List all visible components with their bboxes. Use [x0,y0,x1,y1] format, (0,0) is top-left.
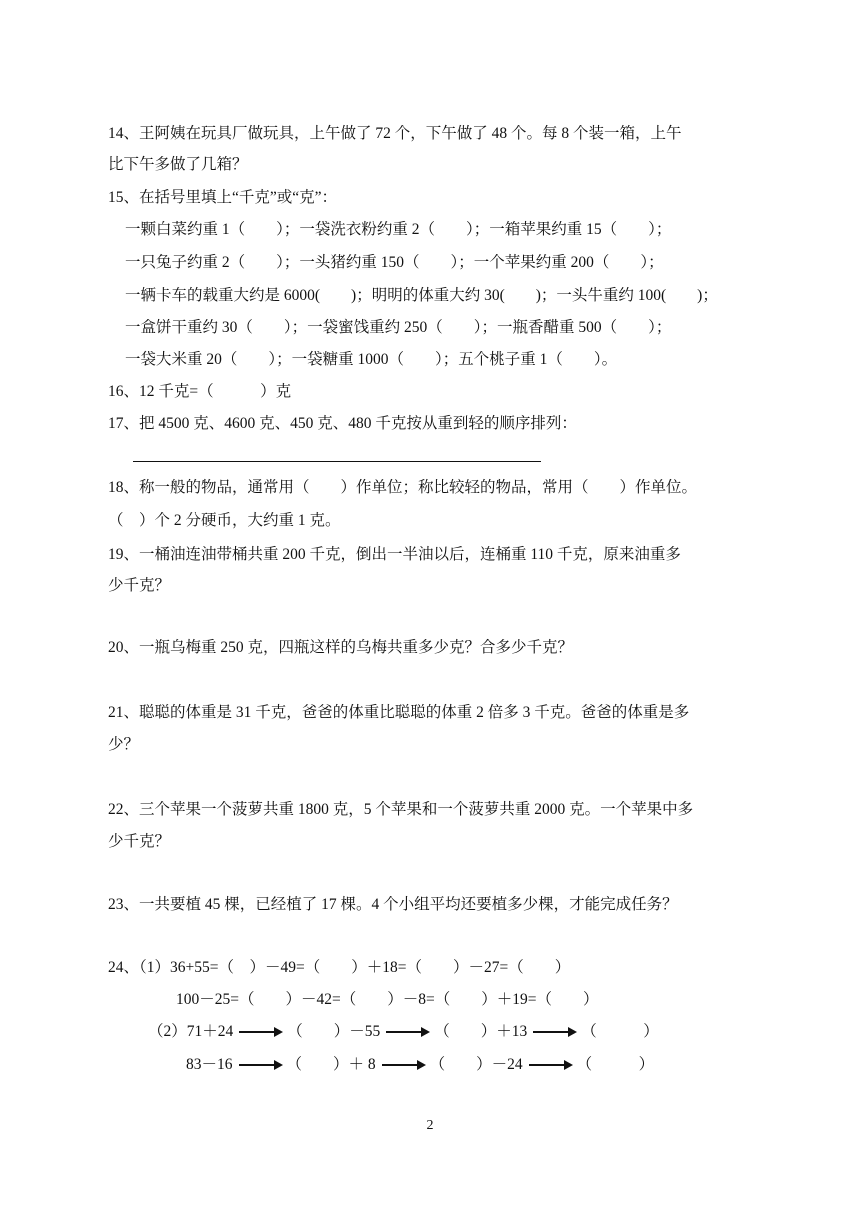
question-15-row-5: 一袋大米重 20（ ）；一袋糖重 1000（ ）；五个桃子重 1（ ）。 [125,351,618,368]
right-arrow-icon [529,1060,573,1070]
chain-2-step-2: （ ）＋ 8 [286,1056,376,1073]
question-17: 17、把 4500 克、4600 克、450 克、480 千克按从重到轻的顺序排列： [108,415,577,432]
answer-blank-line [133,461,541,462]
question-24-line-1: 24、（1）36+55=（ ）－49=（ ）＋18=（ ）－27=（ ） [108,959,571,976]
question-20: 20、一瓶乌梅重 250 克，四瓶这样的乌梅共重多少克？合多少千克？ [108,639,574,656]
right-arrow-icon [382,1060,426,1070]
question-15-row-1: 一颗白菜约重 1（ ）；一袋洗衣粉约重 2（ ）；一箱苹果约重 15（ ）； [125,221,672,238]
question-22-line-2: 少千克？ [108,833,171,850]
question-15-row-2: 一只兔子约重 2（ ）；一头猪约重 150（ ）；一个苹果约重 200（ ）； [125,254,664,271]
question-16: 16、12 千克=（ ）克 [108,383,292,400]
page-number: 2 [426,1118,434,1133]
chain-1-step-4: （ ） [581,1023,659,1040]
question-24-chain-2 [186,1055,654,1075]
question-24-line-2: 100－25=（ ）－42=（ ）－8=（ ）＋19=（ ） [176,991,599,1008]
question-21-line-2: 少？ [108,736,140,753]
chain-2-step-1: 83－16 [186,1056,233,1073]
question-24-chain-1 [148,1022,659,1042]
question-22-line-1: 22、三个苹果一个菠萝共重 1800 克，5 个苹果和一个菠萝共重 2000 克。一个苹果中多 [108,801,694,818]
question-18-line-2: （ ）个 2 分硬币，大约重 1 克。 [108,512,341,529]
question-23: 23、一共要植 45 棵，已经植了 17 棵。4 个小组平均还要植多少棵，才能完成任务？ [108,896,678,913]
question-18-line-1: 18、称一般的物品，通常用（ ）作单位；称比较轻的物品，常用（ ）作单位。 [108,479,698,496]
question-19-line-1: 19、一桶油连油带桶共重 200 千克，倒出一半油以后，连桶重 110 千克，原来油重多 [108,546,681,563]
question-19-line-2: 少千克？ [108,577,171,594]
chain-2-step-3: （ ）－24 [429,1056,523,1073]
right-arrow-icon [239,1060,283,1070]
question-14-line-2: 比下午多做了几箱？ [108,156,248,173]
chain-1-step-2: （ ）－55 [287,1023,381,1040]
question-15-title: 15、在括号里填上“千克”或“克”： [108,189,338,206]
chain-1-step-3: （ ）＋13 [434,1023,528,1040]
chain-1-step-1: （2）71＋24 [148,1023,234,1040]
question-21-line-1: 21、聪聪的体重是 31 千克，爸爸的体重比聪聪的体重 2 倍多 3 千克。爸爸的体重是多 [108,704,690,721]
right-arrow-icon [239,1027,283,1037]
right-arrow-icon [386,1027,430,1037]
right-arrow-icon [533,1027,577,1037]
question-15-row-3: 一辆卡车的载重大约是 6000( )；明明的体重大约 30( )；一头牛重约 100( )； [125,287,718,304]
chain-2-step-4: （ ） [576,1056,655,1073]
question-15-row-4: 一盒饼干重约 30（ ）；一袋蜜饯重约 250（ ）；一瓶香醋重 500（ ）； [125,319,672,336]
question-14-line-1: 14、王阿姨在玩具厂做玩具，上午做了 72 个，下午做了 48 个。每 8 个装一箱，上午 [108,125,682,142]
